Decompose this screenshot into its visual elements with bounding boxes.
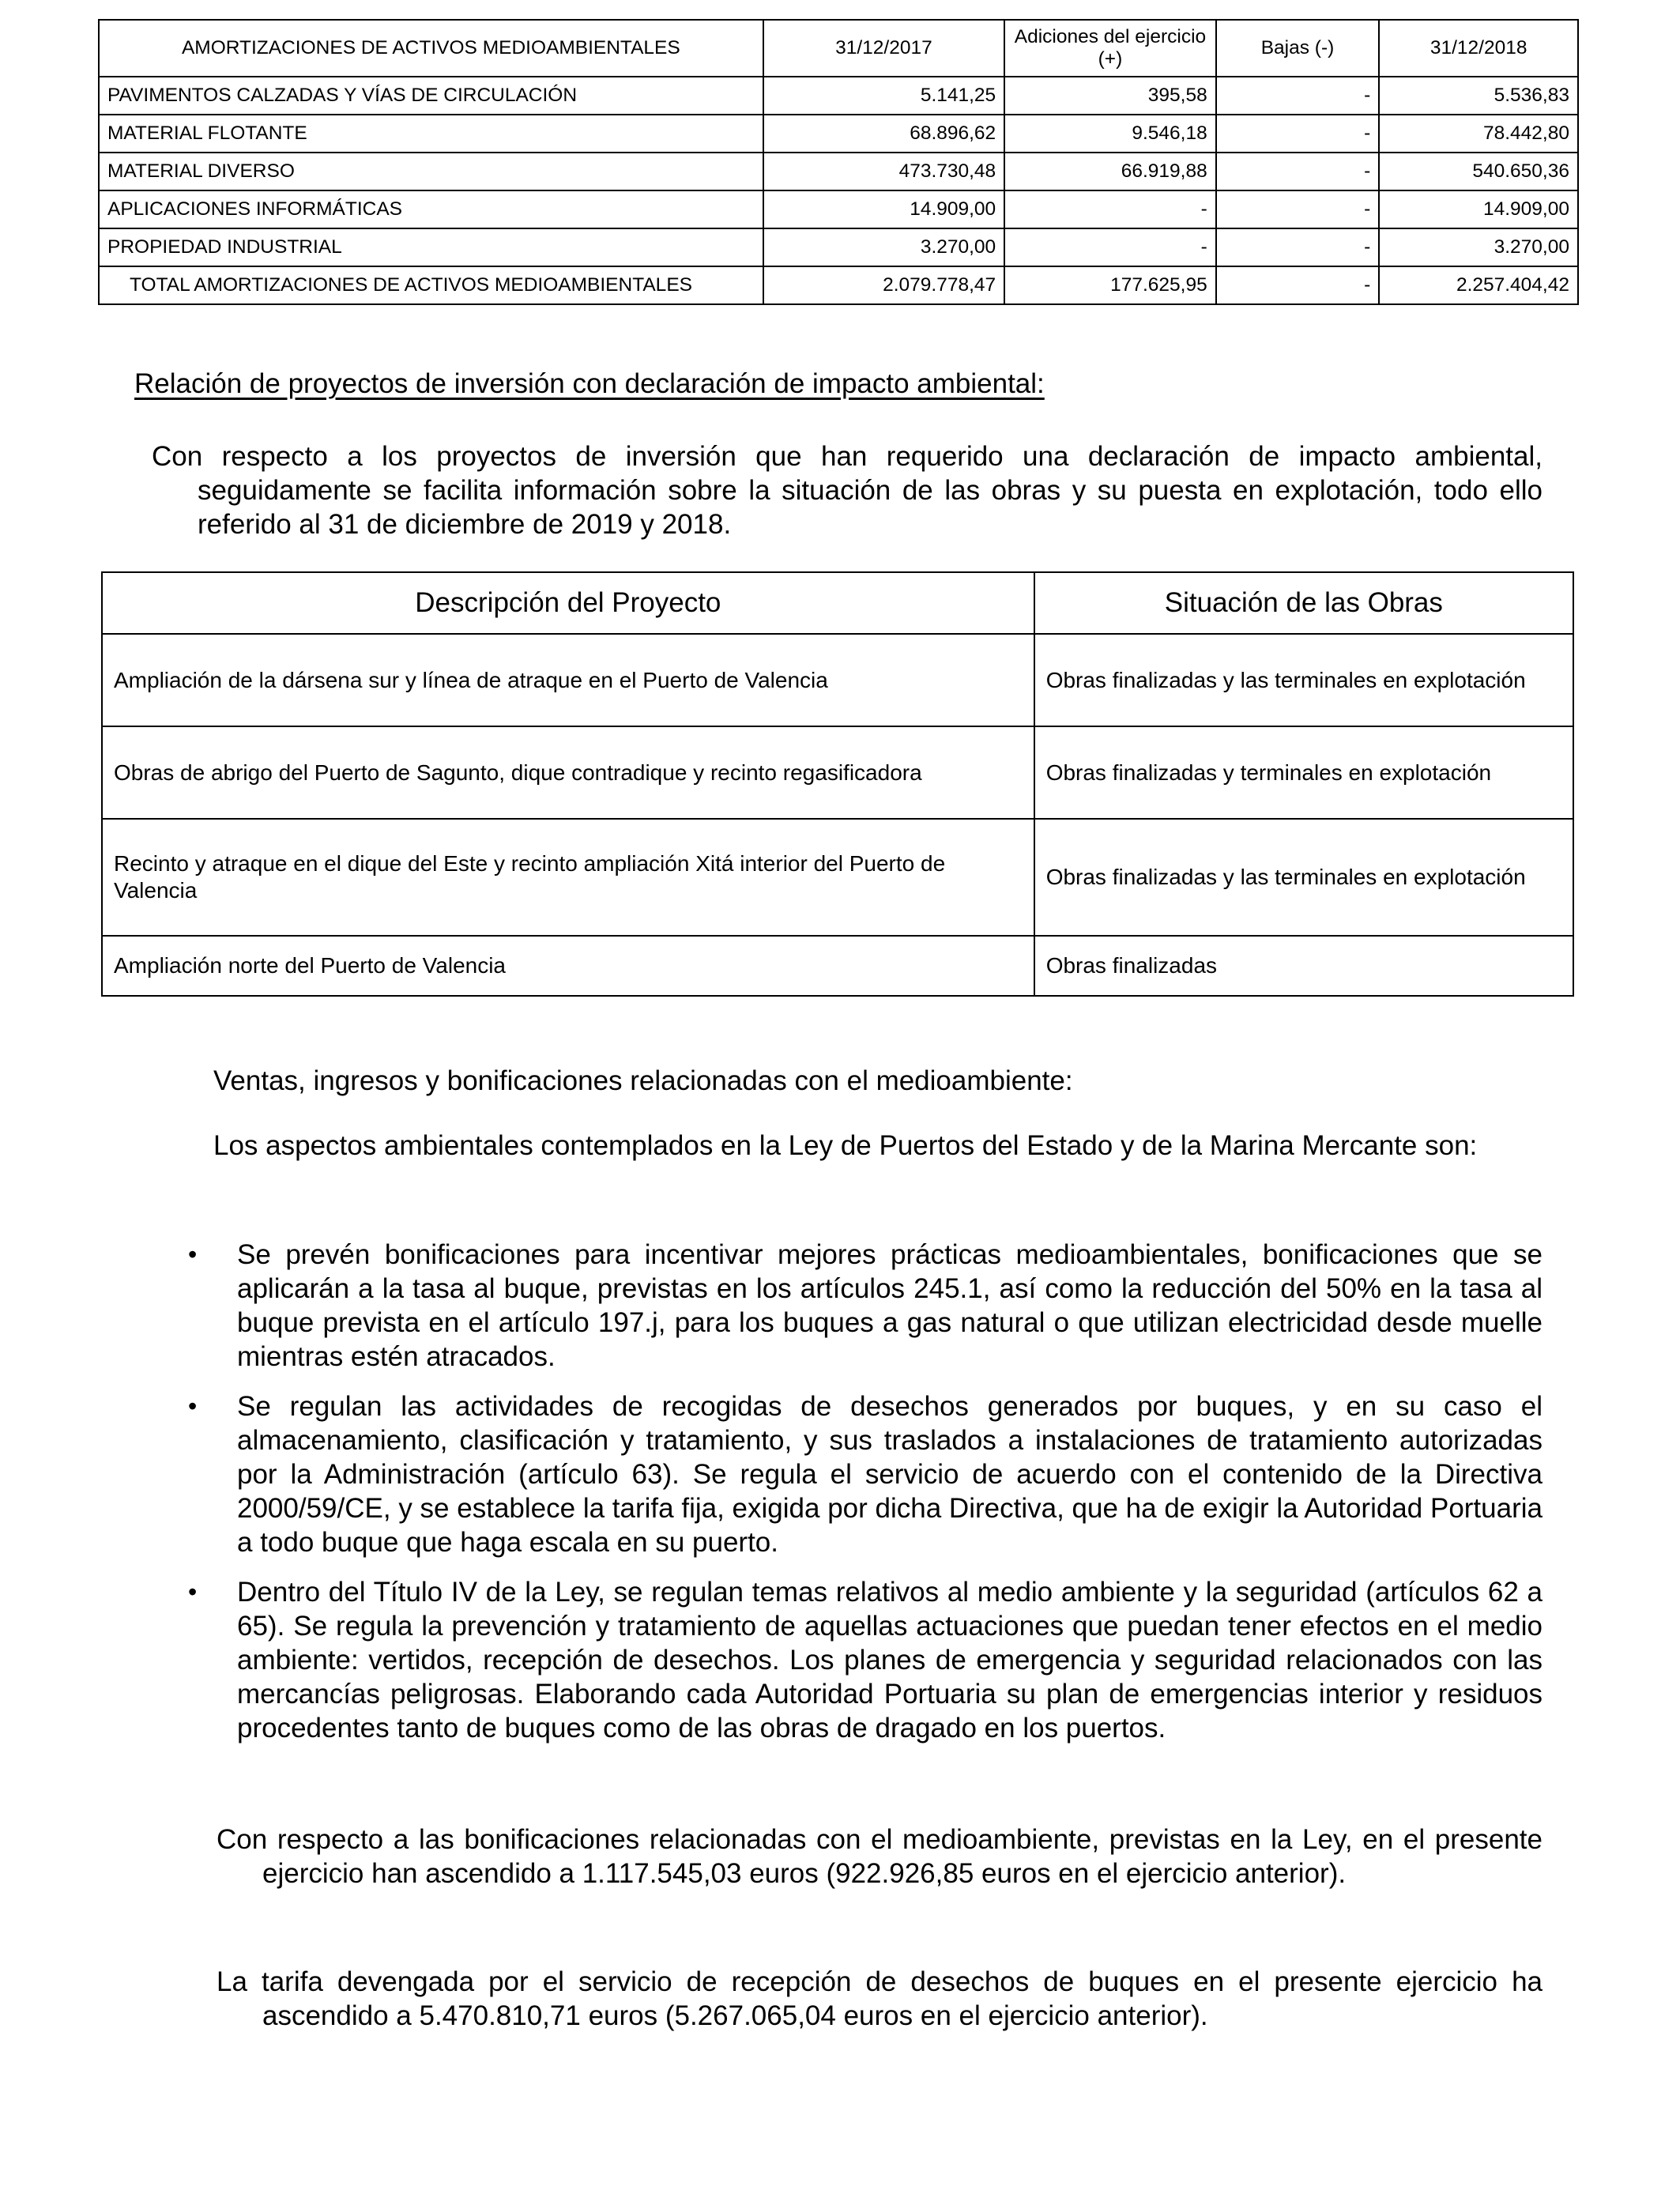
bullet-text: Se prevén bonificaciones para incentivar mejores prácticas medioambientales, bonificaciones que se aplicarán a la tasa al buque, previstas en los artículos 245.1, así como la reducción del 50% en la tasa al buque prevista en el artículo 197.j, para los buques a gas natural o que utilizan electricidad desde muelle mientras estén atracados. — [237, 1239, 1543, 1372]
cell-value: 3.270,00 — [1379, 228, 1578, 266]
column-header: 31/12/2018 — [1379, 20, 1578, 77]
table-row — [102, 819, 1573, 936]
total-label: TOTAL AMORTIZACIONES DE ACTIVOS MEDIOAMBIENTALES — [99, 266, 763, 304]
bullet-icon: • — [188, 1578, 198, 1606]
row-label: APLICACIONES INFORMÁTICAS — [99, 190, 763, 228]
section-subtitle: Relación de proyectos de inversión con declaración de impacto ambiental: — [134, 368, 1045, 399]
bonificaciones-paragraph: Con respecto a las bonificaciones relacionadas con el medioambiente, previstas en la Ley, en el presente ejercicio han ascendido a 1.117.545,03 euros (922.926,85 euros en el ejercicio anterior). — [217, 1824, 1543, 1889]
column-header: 31/12/2017 — [763, 20, 1004, 77]
cell-value: 68.896,62 — [763, 115, 1004, 153]
cell-value: 14.909,00 — [1379, 190, 1578, 228]
cell-value: - — [1216, 190, 1380, 228]
total-value: 2.079.778,47 — [763, 266, 1004, 304]
project-description: Ampliación de la dársena sur y línea de atraque en el Puerto de Valencia — [102, 634, 1034, 726]
project-status: Obras finalizadas y las terminales en explotación — [1034, 634, 1573, 726]
cell-value: 395,58 — [1004, 77, 1216, 115]
cell-value: 3.270,00 — [763, 228, 1004, 266]
table-row — [102, 634, 1573, 726]
total-value: 177.625,95 — [1004, 266, 1216, 304]
bullet-icon: • — [188, 1392, 198, 1420]
table-row — [102, 936, 1573, 996]
column-header: Bajas (-) — [1216, 20, 1380, 77]
cell-value: 66.919,88 — [1004, 153, 1216, 190]
row-label: PAVIMENTOS CALZADAS Y VÍAS DE CIRCULACIÓN — [99, 77, 763, 115]
cell-value: - — [1004, 228, 1216, 266]
cell-value: - — [1004, 190, 1216, 228]
cell-value: 540.650,36 — [1379, 153, 1578, 190]
project-description: Obras de abrigo del Puerto de Sagunto, dique contradique y recinto regasificadora — [102, 726, 1034, 819]
table-row — [102, 726, 1573, 819]
cell-value: 473.730,48 — [763, 153, 1004, 190]
table-row — [99, 153, 1578, 190]
table-row — [99, 115, 1578, 153]
list-item — [188, 1575, 1543, 1745]
column-header: AMORTIZACIONES DE ACTIVOS MEDIOAMBIENTALES — [99, 20, 763, 77]
column-header: Descripción del Proyecto — [102, 572, 1034, 634]
bullet-icon: • — [188, 1240, 198, 1269]
tarifa-paragraph: La tarifa devengada por el servicio de recepción de desechos de buques en el presente ejercicio ha ascendido a 5.470.810,71 euros (5.267.065,04 euros en el ejercicio anterior). — [217, 1966, 1543, 2031]
amortizaciones-table — [98, 19, 1579, 305]
column-header: Adiciones del ejercicio (+) — [1004, 20, 1216, 77]
ventas-heading: Ventas, ingresos y bonificaciones relacionadas con el medioambiente: — [213, 1065, 1073, 1096]
bullet-text: Se regulan las actividades de recogidas de desechos generados por buques, y en su caso el almacenamiento, clasificación y tratamiento, y sus traslados a instalaciones de tratamiento autorizadas por la Administración (artículo 63). Se regula el servicio de acuerdo con el contenido de la Directiva 2000/59/CE, y se establece la tarifa fija, exigida por dicha Directiva, que ha de exigir la Autoridad Portuaria a todo buque que haga escala en su puerto. — [237, 1391, 1543, 1558]
proyectos-intro-paragraph: Con respecto a los proyectos de inversión que han requerido una declaración de impacto ambiental, seguidamente se facilita información sobre la situación de las obras y su puesta en explotación, todo ello referido al 31 de diciembre de 2019 y 2018. — [152, 441, 1543, 540]
cell-value: 5.536,83 — [1379, 77, 1578, 115]
table-row — [99, 77, 1578, 115]
cell-value: 5.141,25 — [763, 77, 1004, 115]
project-status: Obras finalizadas y terminales en explotación — [1034, 726, 1573, 819]
table-row — [99, 228, 1578, 266]
cell-value: - — [1216, 77, 1380, 115]
table-row — [99, 190, 1578, 228]
cell-value: - — [1216, 153, 1380, 190]
table-header-row — [99, 20, 1578, 77]
cell-value: 9.546,18 — [1004, 115, 1216, 153]
list-item — [188, 1389, 1543, 1559]
cell-value: - — [1216, 228, 1380, 266]
ventas-intro-paragraph: Los aspectos ambientales contemplados en la Ley de Puertos del Estado y de la Marina Mercante son: — [213, 1130, 1478, 1161]
row-label: MATERIAL DIVERSO — [99, 153, 763, 190]
total-value: 2.257.404,42 — [1379, 266, 1578, 304]
total-value: - — [1216, 266, 1380, 304]
bullet-text: Dentro del Título IV de la Ley, se regulan temas relativos al medio ambiente y la seguridad (artículos 62 a 65). Se regula la prevención y tratamiento de aquellas actuaciones que puedan tener efectos en el medio ambiente: vertidos, recepción de desechos. Los planes de emergencia y seguridad relacionados con las mercancías peligrosas. Elaborando cada Autoridad Portuaria su plan de emergencias interior y residuos procedentes tanto de buques como de las obras de dragado en los puertos. — [237, 1577, 1543, 1744]
list-item — [188, 1238, 1543, 1374]
column-header: Situación de las Obras — [1034, 572, 1573, 634]
project-description: Recinto y atraque en el dique del Este y recinto ampliación Xitá interior del Puerto de Valencia — [102, 819, 1034, 936]
project-description: Ampliación norte del Puerto de Valencia — [102, 936, 1034, 996]
table-header-row — [102, 572, 1573, 634]
row-label: MATERIAL FLOTANTE — [99, 115, 763, 153]
proyectos-table — [101, 571, 1574, 997]
cell-value: 14.909,00 — [763, 190, 1004, 228]
project-status: Obras finalizadas — [1034, 936, 1573, 996]
row-label: PROPIEDAD INDUSTRIAL — [99, 228, 763, 266]
cell-value: 78.442,80 — [1379, 115, 1578, 153]
ventas-bullet-list — [188, 1238, 1543, 1745]
cell-value: - — [1216, 115, 1380, 153]
total-row — [99, 266, 1578, 304]
project-status: Obras finalizadas y las terminales en explotación — [1034, 819, 1573, 936]
